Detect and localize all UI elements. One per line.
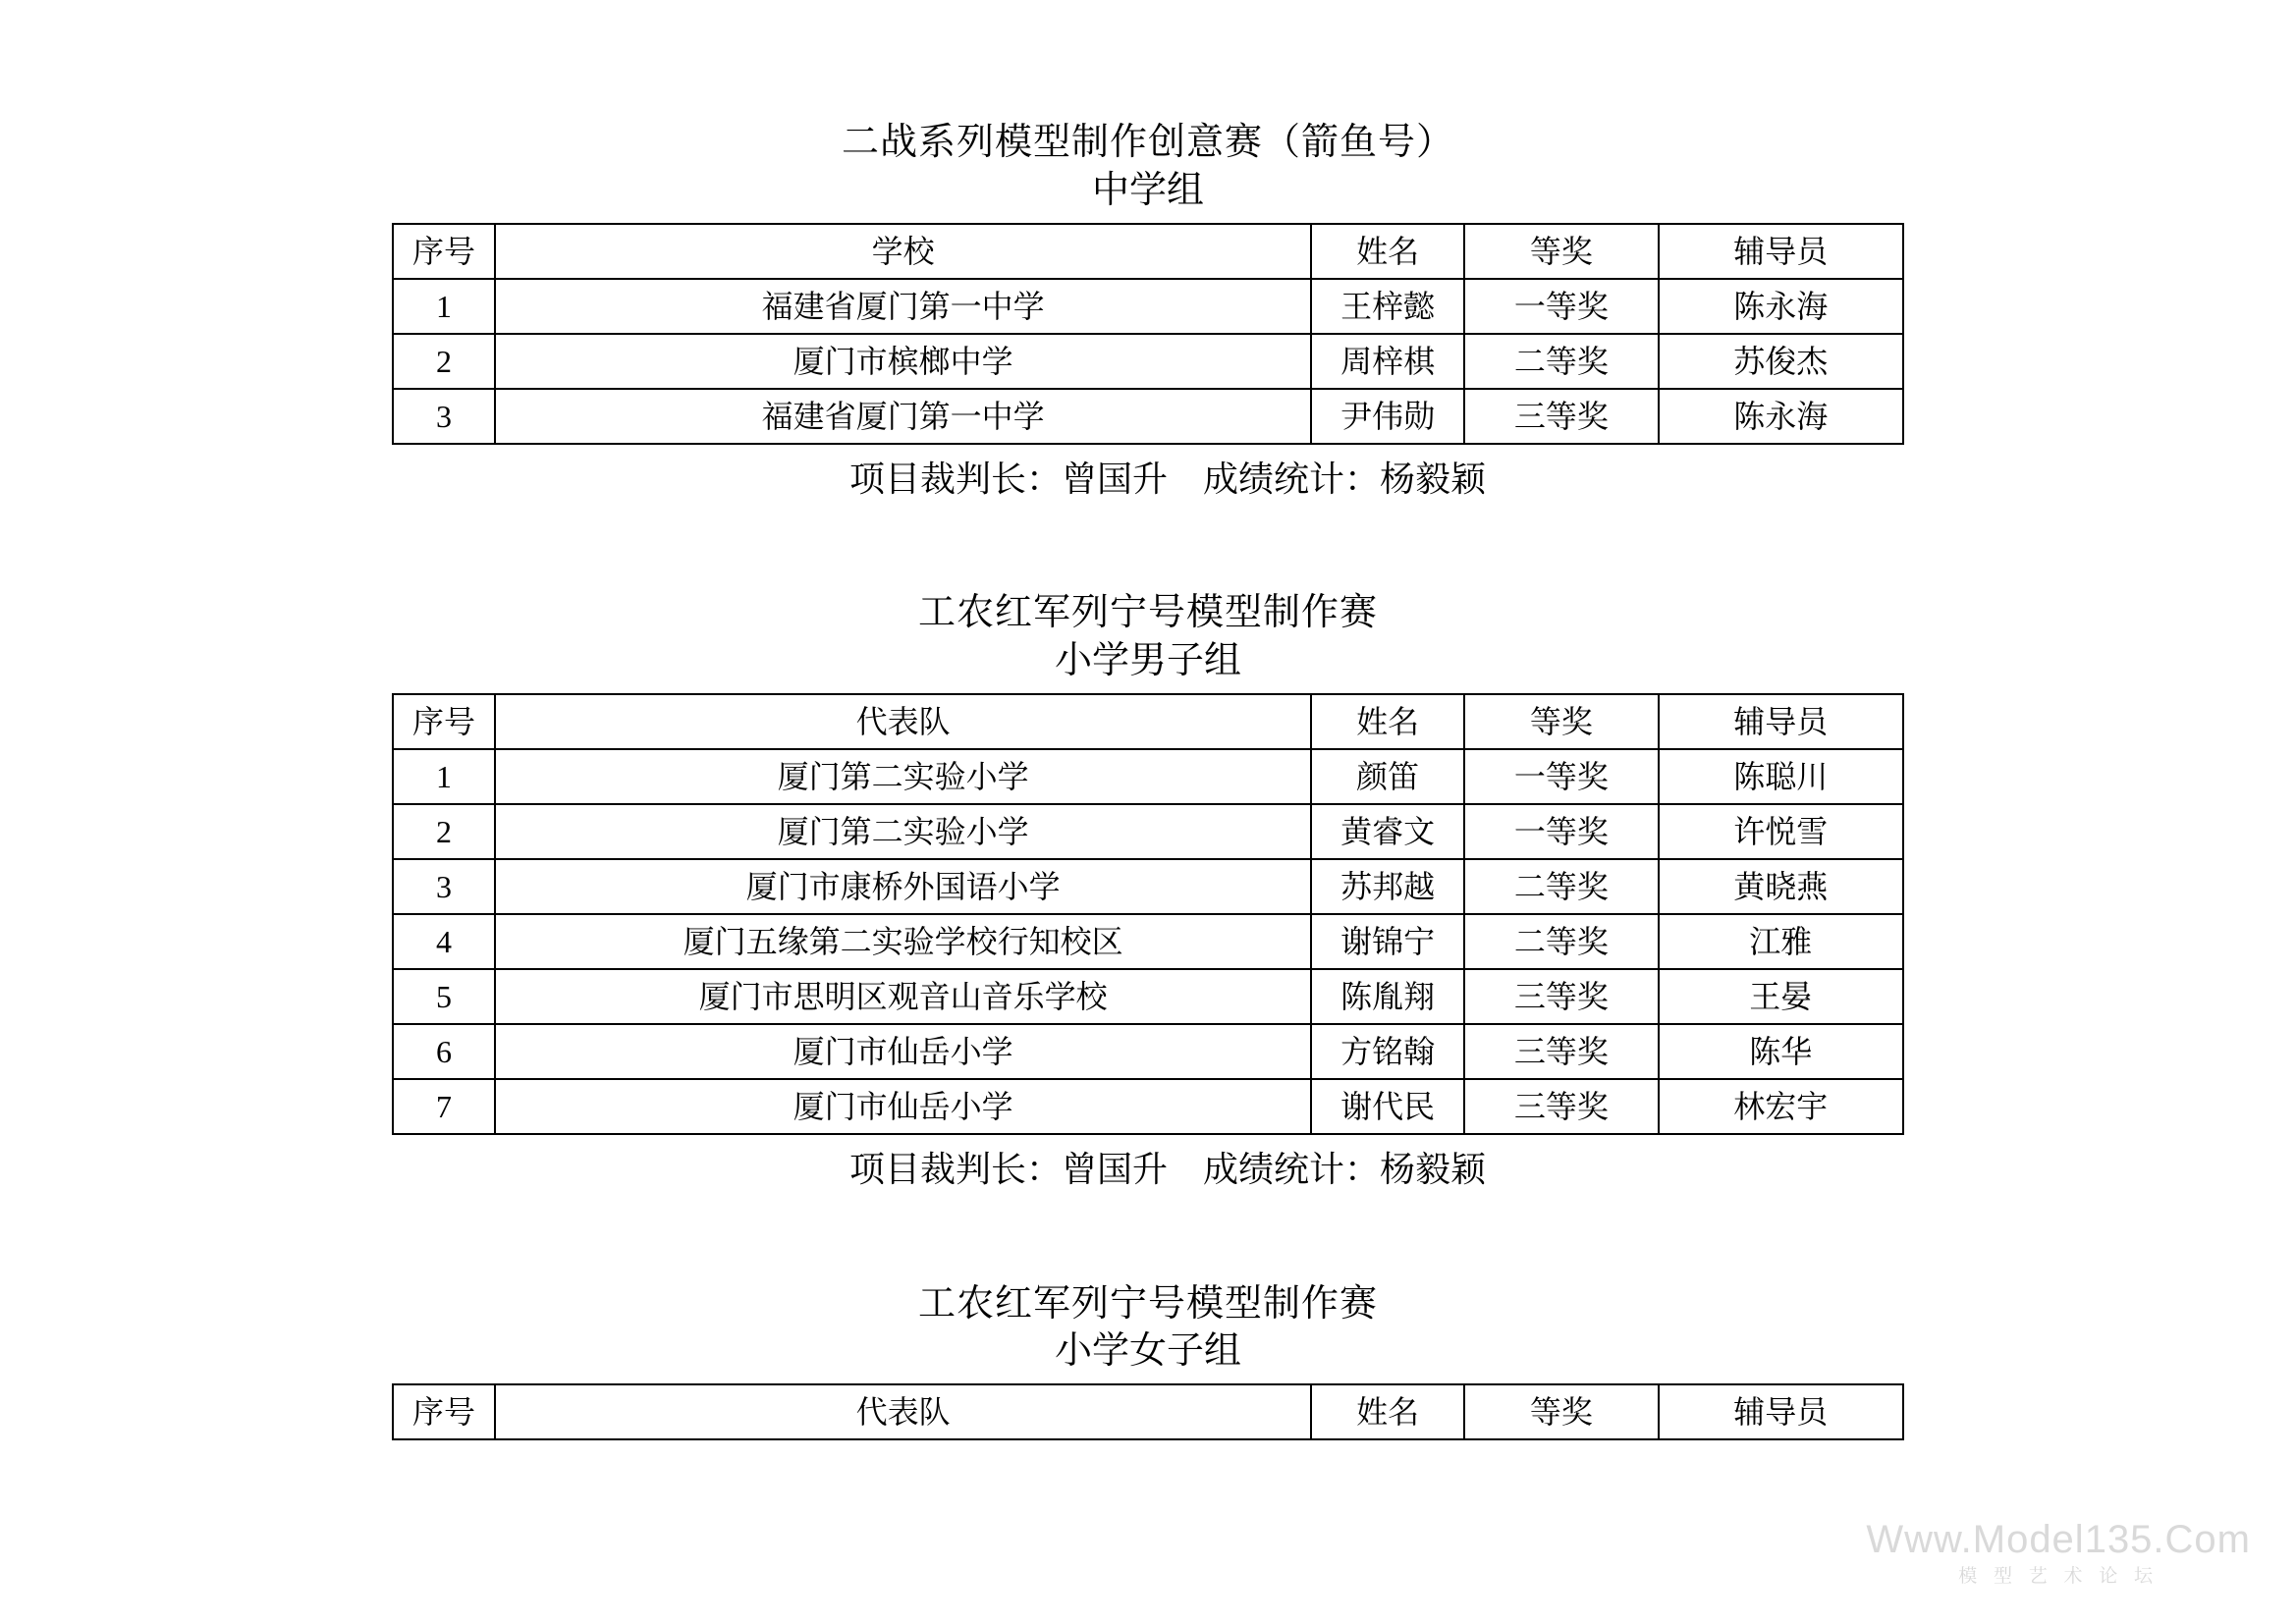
top-spacer xyxy=(0,0,2296,120)
cell-index: 4 xyxy=(393,914,495,969)
section-footer: 项目裁判长：曾国升 成绩统计：杨毅颖 xyxy=(848,459,1486,499)
cell-coach: 王晏 xyxy=(1659,969,1903,1024)
section-subtitle: 中学组 xyxy=(1091,169,1204,211)
cell-prize: 二等奖 xyxy=(1464,914,1658,969)
watermark xyxy=(1866,1520,2251,1586)
column-header-prize: 等奖 xyxy=(1464,224,1658,279)
column-header-school: 学校 xyxy=(495,224,1311,279)
cell-team: 厦门市康桥外国语小学 xyxy=(495,859,1311,914)
results-table-wrapper xyxy=(392,1383,1904,1440)
table-row xyxy=(393,334,1903,389)
cell-index: 1 xyxy=(393,749,495,804)
column-header-coach: 辅导员 xyxy=(1659,694,1903,749)
result-section-3 xyxy=(0,1281,2296,1441)
cell-name: 谢代民 xyxy=(1311,1079,1464,1134)
results-table xyxy=(392,223,1904,445)
results-table xyxy=(392,1383,1904,1440)
column-header-coach: 辅导员 xyxy=(1659,1384,1903,1439)
cell-name: 颜笛 xyxy=(1311,749,1464,804)
cell-prize: 三等奖 xyxy=(1464,1024,1658,1079)
column-header-index: 序号 xyxy=(393,224,495,279)
cell-team: 厦门市仙岳小学 xyxy=(495,1079,1311,1134)
cell-index: 2 xyxy=(393,804,495,859)
cell-name: 陈胤翔 xyxy=(1311,969,1464,1024)
cell-index: 3 xyxy=(393,389,495,444)
table-row xyxy=(393,749,1903,804)
cell-name: 尹伟勋 xyxy=(1311,389,1464,444)
cell-school: 厦门市槟榔中学 xyxy=(495,334,1311,389)
cell-school: 福建省厦门第一中学 xyxy=(495,389,1311,444)
table-header-row xyxy=(393,1384,1903,1439)
cell-prize: 二等奖 xyxy=(1464,859,1658,914)
column-header-team: 代表队 xyxy=(495,1384,1311,1439)
section-title: 工农红军列宁号模型制作赛 xyxy=(917,1282,1378,1325)
cell-index: 6 xyxy=(393,1024,495,1079)
column-header-prize: 等奖 xyxy=(1464,1384,1658,1439)
cell-coach: 陈永海 xyxy=(1659,279,1903,334)
cell-team: 厦门第二实验小学 xyxy=(495,804,1311,859)
results-table xyxy=(392,693,1904,1135)
section-spacer xyxy=(0,504,2296,590)
cell-team: 厦门五缘第二实验学校行知校区 xyxy=(495,914,1311,969)
cell-name: 谢锦宁 xyxy=(1311,914,1464,969)
column-header-index: 序号 xyxy=(393,1384,495,1439)
watermark-url: Www.Model135.Com xyxy=(1866,1518,2251,1561)
results-table-wrapper xyxy=(392,693,1904,1135)
cell-coach: 黄晓燕 xyxy=(1659,859,1903,914)
cell-name: 周梓棋 xyxy=(1311,334,1464,389)
results-table-wrapper xyxy=(392,223,1904,445)
cell-name: 黄睿文 xyxy=(1311,804,1464,859)
cell-prize: 一等奖 xyxy=(1464,804,1658,859)
section-subtitle: 小学女子组 xyxy=(1054,1330,1241,1373)
column-header-prize: 等奖 xyxy=(1464,694,1658,749)
cell-coach: 许悦雪 xyxy=(1659,804,1903,859)
cell-name: 王梓懿 xyxy=(1311,279,1464,334)
cell-coach: 陈华 xyxy=(1659,1024,1903,1079)
cell-coach: 林宏宇 xyxy=(1659,1079,1903,1134)
cell-index: 2 xyxy=(393,334,495,389)
column-header-name: 姓名 xyxy=(1311,224,1464,279)
cell-prize: 一等奖 xyxy=(1464,749,1658,804)
table-row xyxy=(393,914,1903,969)
section-spacer xyxy=(0,1195,2296,1281)
table-header-row xyxy=(393,694,1903,749)
cell-name: 方铭翰 xyxy=(1311,1024,1464,1079)
cell-index: 5 xyxy=(393,969,495,1024)
result-section-1 xyxy=(0,120,2296,504)
table-row xyxy=(393,804,1903,859)
table-row xyxy=(393,279,1903,334)
table-row xyxy=(393,1024,1903,1079)
table-row xyxy=(393,389,1903,444)
cell-index: 1 xyxy=(393,279,495,334)
column-header-name: 姓名 xyxy=(1311,1384,1464,1439)
cell-prize: 一等奖 xyxy=(1464,279,1658,334)
result-section-2 xyxy=(0,590,2296,1194)
cell-coach: 陈永海 xyxy=(1659,389,1903,444)
cell-prize: 三等奖 xyxy=(1464,1079,1658,1134)
section-footer: 项目裁判长：曾国升 成绩统计：杨毅颖 xyxy=(848,1150,1486,1190)
column-header-name: 姓名 xyxy=(1311,694,1464,749)
cell-index: 3 xyxy=(393,859,495,914)
cell-prize: 三等奖 xyxy=(1464,969,1658,1024)
cell-prize: 二等奖 xyxy=(1464,334,1658,389)
cell-coach: 江雅 xyxy=(1659,914,1903,969)
section-subtitle: 小学男子组 xyxy=(1054,639,1241,681)
column-header-index: 序号 xyxy=(393,694,495,749)
cell-team: 厦门市思明区观音山音乐学校 xyxy=(495,969,1311,1024)
cell-coach: 苏俊杰 xyxy=(1659,334,1903,389)
watermark-subtitle: 模 型 艺 术 论 坛 xyxy=(1958,1566,2159,1587)
section-title: 工农红军列宁号模型制作赛 xyxy=(917,592,1378,634)
cell-prize: 三等奖 xyxy=(1464,389,1658,444)
cell-school: 福建省厦门第一中学 xyxy=(495,279,1311,334)
cell-team: 厦门第二实验小学 xyxy=(495,749,1311,804)
table-row xyxy=(393,859,1903,914)
column-header-coach: 辅导员 xyxy=(1659,224,1903,279)
section-title: 二战系列模型制作创意赛（箭鱼号） xyxy=(841,122,1454,163)
cell-name: 苏邦越 xyxy=(1311,859,1464,914)
cell-index: 7 xyxy=(393,1079,495,1134)
cell-team: 厦门市仙岳小学 xyxy=(495,1024,1311,1079)
column-header-team: 代表队 xyxy=(495,694,1311,749)
cell-coach: 陈聪川 xyxy=(1659,749,1903,804)
table-row xyxy=(393,969,1903,1024)
table-row xyxy=(393,1079,1903,1134)
table-header-row xyxy=(393,224,1903,279)
